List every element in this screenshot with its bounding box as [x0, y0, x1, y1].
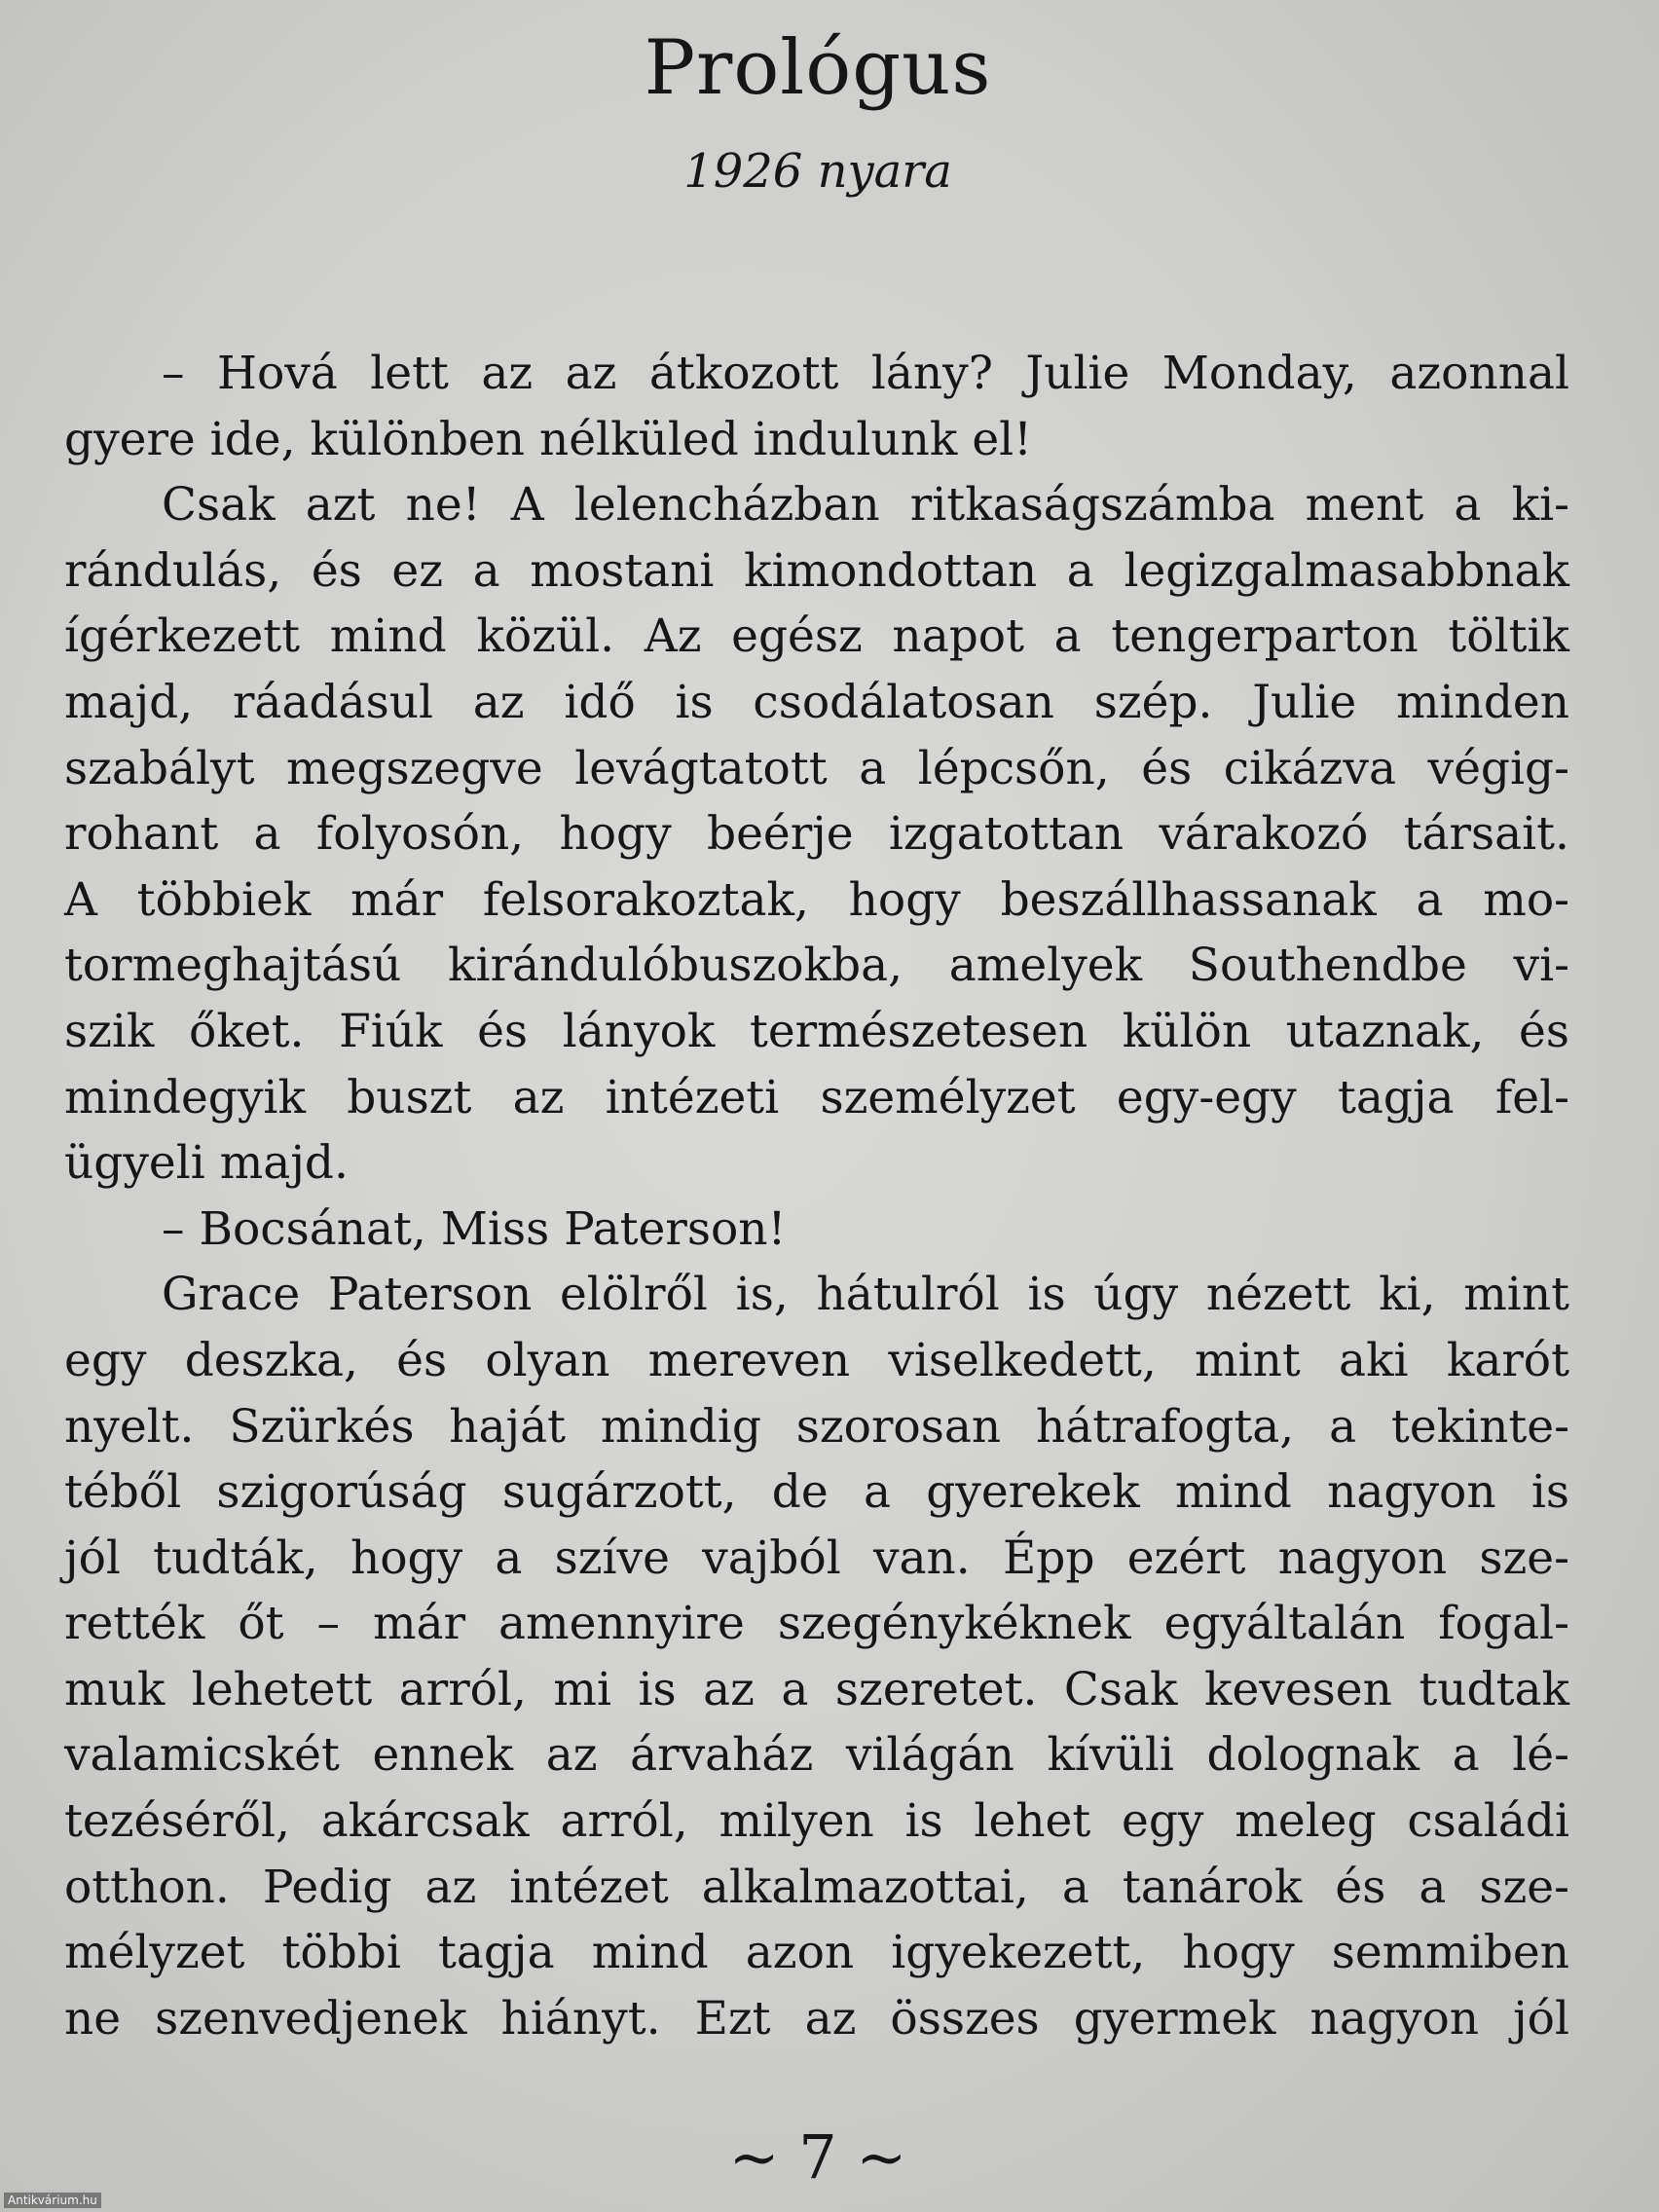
- text-line: rohant a folyosón, hogy beérje izgatottan várakozó társait.: [64, 807, 1569, 862]
- text-line: muk lehetett arról, mi is az a szeretet. Csak kevesen tudtak: [64, 1662, 1569, 1716]
- text-line: ügyeli majd.: [64, 1136, 349, 1191]
- text-line: ne szenvedjenek hiányt. Ezt az összes gyermek nagyon jól: [64, 1991, 1569, 2046]
- text-line: otthon. Pedig az intézet alkalmazottai, a tanárok és a sze-: [64, 1860, 1569, 1914]
- text-line: rették őt – már amennyire szegénykéknek egyáltalán fogal-: [64, 1597, 1569, 1651]
- text-line: rándulás, és ez a mostani kimondottan a legizgalmasabbnak: [64, 543, 1569, 598]
- text-line: mélyzet többi tagja mind azon igyekezett, hogy semmiben: [64, 1926, 1569, 1980]
- text-line: egy deszka, és olyan mereven viselkedett, mint aki karót: [64, 1333, 1569, 1387]
- text-line: tormeghajtású kirándulóbuszokba, amelyek Southendbe vi-: [64, 939, 1569, 993]
- text-line: valamicskét ennek az árvaház világán kívüli dolognak a lé-: [64, 1728, 1569, 1783]
- text-line: ígérkezett mind közül. Az egész napot a tengerparton töltik: [64, 609, 1569, 664]
- text-line: szabályt megszegve levágtatott a lépcsőn, és cikázva végig-: [64, 741, 1569, 795]
- text-line: téből szigorúság sugárzott, de a gyerekek mind nagyon is: [64, 1465, 1569, 1520]
- page-number: ~ 7 ~: [728, 2121, 907, 2193]
- text-line: majd, ráadásul az idő is csodálatosan szép. Julie minden: [64, 675, 1569, 729]
- body-text: [64, 341, 1569, 2051]
- text-line: tezéséről, akárcsak arról, milyen is lehet egy meleg családi: [64, 1794, 1569, 1849]
- text-line: Csak azt ne! A lelencházban ritkaságszámba ment a ki-: [162, 478, 1569, 533]
- text-line: nyelt. Szürkés haját mindig szorosan hátrafogta, a tekinte-: [64, 1399, 1569, 1454]
- text-line: mindegyik buszt az intézeti személyzet egy-egy tagja fel-: [64, 1070, 1569, 1124]
- text-line: gyere ide, különben nélküled indulunk el!: [64, 412, 1033, 466]
- text-line: jól tudták, hogy a szíve vajból van. Épp ezért nagyon sze-: [64, 1530, 1569, 1585]
- text-line: szik őket. Fiúk és lányok természetesen külön utaznak, és: [64, 1004, 1569, 1058]
- chapter-subtitle: 1926 nyara: [683, 144, 952, 199]
- text-line: Grace Paterson elölről is, hátulról is úgy nézett ki, mint: [162, 1268, 1569, 1322]
- watermark: Antikvárium.hu: [4, 2193, 101, 2208]
- text-line: – Hová lett az az átkozott lány? Julie Monday, azonnal: [162, 347, 1569, 400]
- text-line: A többiek már felsorakoztak, hogy beszállhassanak a mo-: [64, 872, 1569, 927]
- chapter-title: Prológus: [644, 24, 992, 112]
- text-line: – Bocsánat, Miss Paterson!: [162, 1201, 787, 1256]
